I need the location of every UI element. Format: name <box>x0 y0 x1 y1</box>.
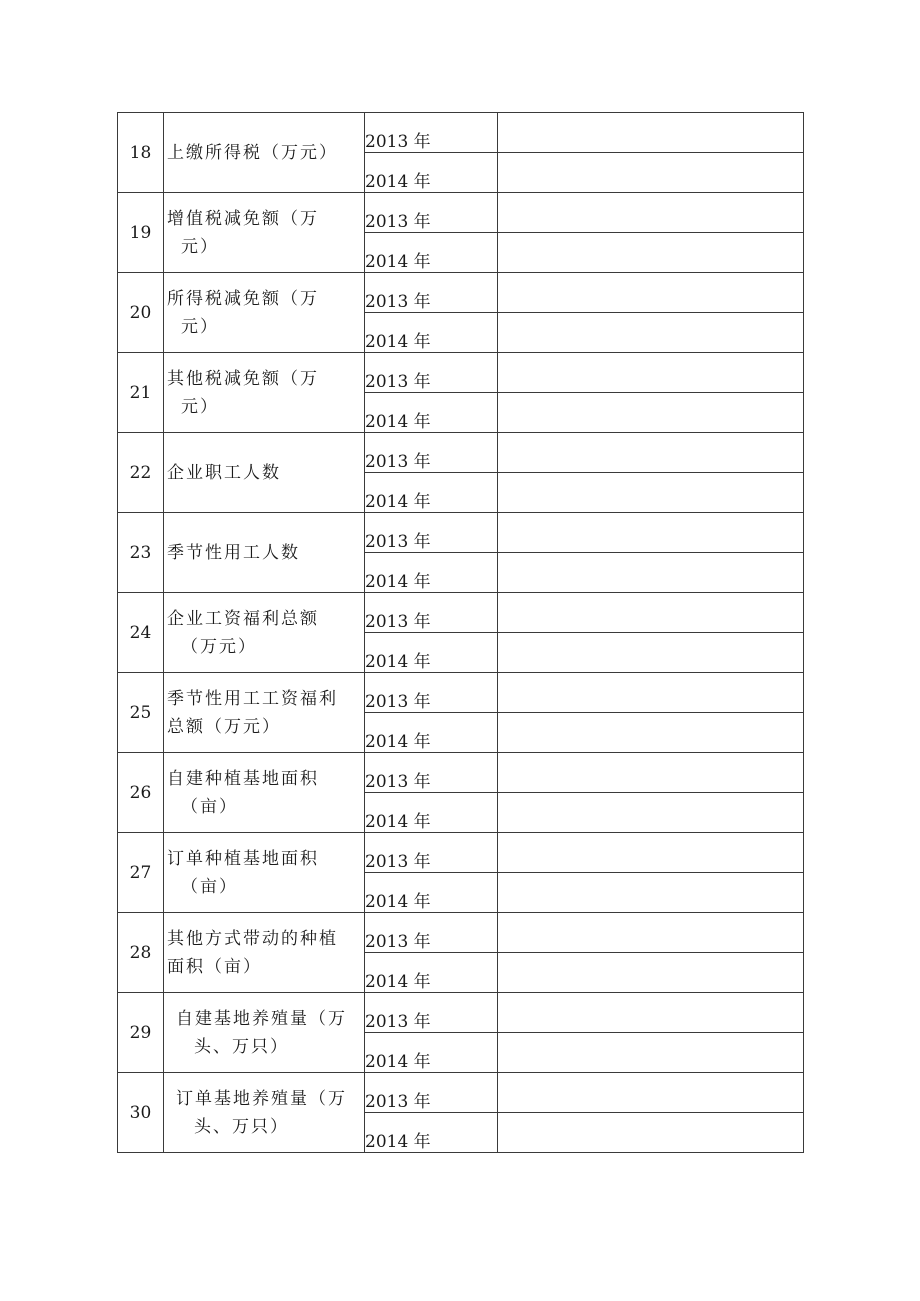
value-cell[interactable] <box>498 953 804 993</box>
year-label: 2014 年 <box>365 793 498 833</box>
item-label-line: 所得税减免额（万 <box>167 288 319 309</box>
item-label <box>164 993 365 1073</box>
value-cell[interactable] <box>498 473 804 513</box>
value-cell[interactable] <box>498 713 804 753</box>
year-label: 2013 年 <box>365 913 498 953</box>
item-number: 27 <box>118 833 164 913</box>
item-label <box>164 273 365 353</box>
statistics-form-table <box>117 112 804 1153</box>
table-row <box>118 113 804 153</box>
item-label-line: 季节性用工人数 <box>167 542 300 563</box>
item-number: 18 <box>118 113 164 193</box>
year-label: 2013 年 <box>365 273 498 313</box>
item-label-line: 自建种植基地面积 <box>167 768 319 789</box>
table-row <box>118 273 804 313</box>
item-number: 22 <box>118 433 164 513</box>
item-label-line: 季节性用工工资福利 <box>167 688 338 709</box>
table-row <box>118 193 804 233</box>
item-number: 23 <box>118 513 164 593</box>
year-label: 2014 年 <box>365 553 498 593</box>
item-label-line: 头、万只） <box>194 1116 289 1137</box>
item-label <box>164 833 365 913</box>
value-cell[interactable] <box>498 513 804 553</box>
item-label-line: 元） <box>181 236 219 257</box>
value-cell[interactable] <box>498 873 804 913</box>
table-row <box>118 513 804 553</box>
value-cell[interactable] <box>498 313 804 353</box>
item-label-line: （亩） <box>181 796 238 817</box>
value-cell[interactable] <box>498 273 804 313</box>
year-label: 2014 年 <box>365 473 498 513</box>
item-number: 29 <box>118 993 164 1073</box>
item-label <box>164 673 365 753</box>
value-cell[interactable] <box>498 193 804 233</box>
year-label: 2014 年 <box>365 873 498 913</box>
year-label: 2013 年 <box>365 513 498 553</box>
item-label-line: 订单基地养殖量（万 <box>176 1088 347 1109</box>
table-row <box>118 1073 804 1113</box>
value-cell[interactable] <box>498 393 804 433</box>
item-label <box>164 913 365 993</box>
item-label-line: 元） <box>181 396 219 417</box>
year-label: 2013 年 <box>365 353 498 393</box>
item-label-line: （万元） <box>181 636 257 657</box>
value-cell[interactable] <box>498 593 804 633</box>
value-cell[interactable] <box>498 1073 804 1113</box>
item-label-line: 其他方式带动的种植 <box>167 928 338 949</box>
year-label: 2013 年 <box>365 833 498 873</box>
item-label <box>164 193 365 273</box>
item-number: 28 <box>118 913 164 993</box>
year-label: 2014 年 <box>365 393 498 433</box>
item-number: 30 <box>118 1073 164 1153</box>
value-cell[interactable] <box>498 353 804 393</box>
item-label-line: （亩） <box>181 876 238 897</box>
item-label <box>164 593 365 673</box>
item-label-line: 增值税减免额（万 <box>167 208 319 229</box>
item-label <box>164 433 365 513</box>
item-label <box>164 353 365 433</box>
year-label: 2014 年 <box>365 713 498 753</box>
item-label-line: 自建基地养殖量（万 <box>176 1008 347 1029</box>
year-label: 2014 年 <box>365 1033 498 1073</box>
value-cell[interactable] <box>498 153 804 193</box>
year-label: 2013 年 <box>365 193 498 233</box>
year-label: 2014 年 <box>365 1113 498 1153</box>
form-table-body <box>118 113 804 1153</box>
item-label-line: 面积（亩） <box>167 956 262 977</box>
value-cell[interactable] <box>498 993 804 1033</box>
value-cell[interactable] <box>498 233 804 273</box>
value-cell[interactable] <box>498 833 804 873</box>
item-number: 24 <box>118 593 164 673</box>
table-row <box>118 673 804 713</box>
item-number: 26 <box>118 753 164 833</box>
year-label: 2014 年 <box>365 953 498 993</box>
value-cell[interactable] <box>498 673 804 713</box>
item-label-line: 订单种植基地面积 <box>167 848 319 869</box>
item-number: 25 <box>118 673 164 753</box>
value-cell[interactable] <box>498 753 804 793</box>
year-label: 2013 年 <box>365 753 498 793</box>
value-cell[interactable] <box>498 913 804 953</box>
year-label: 2013 年 <box>365 1073 498 1113</box>
value-cell[interactable] <box>498 553 804 593</box>
item-label <box>164 1073 365 1153</box>
table-row <box>118 833 804 873</box>
value-cell[interactable] <box>498 1033 804 1073</box>
item-label <box>164 513 365 593</box>
value-cell[interactable] <box>498 433 804 473</box>
year-label: 2013 年 <box>365 113 498 153</box>
year-label: 2013 年 <box>365 433 498 473</box>
item-label-line: 上缴所得税（万元） <box>167 142 338 163</box>
value-cell[interactable] <box>498 633 804 673</box>
value-cell[interactable] <box>498 1113 804 1153</box>
year-label: 2014 年 <box>365 233 498 273</box>
item-label-line: 其他税减免额（万 <box>167 368 319 389</box>
table-row <box>118 593 804 633</box>
table-row <box>118 353 804 393</box>
table-row <box>118 993 804 1033</box>
item-number: 20 <box>118 273 164 353</box>
table-row <box>118 433 804 473</box>
year-label: 2013 年 <box>365 993 498 1033</box>
year-label: 2014 年 <box>365 633 498 673</box>
value-cell[interactable] <box>498 793 804 833</box>
item-label <box>164 753 365 833</box>
year-label: 2013 年 <box>365 673 498 713</box>
item-label <box>164 113 365 193</box>
table-row <box>118 913 804 953</box>
item-number: 19 <box>118 193 164 273</box>
year-label: 2013 年 <box>365 593 498 633</box>
value-cell[interactable] <box>498 113 804 153</box>
item-label-line: 元） <box>181 316 219 337</box>
item-label-line: 企业工资福利总额 <box>167 608 319 629</box>
item-label-line: 企业职工人数 <box>167 462 281 483</box>
table-row <box>118 753 804 793</box>
year-label: 2014 年 <box>365 153 498 193</box>
year-label: 2014 年 <box>365 313 498 353</box>
item-label-line: 头、万只） <box>194 1036 289 1057</box>
item-label-line: 总额（万元） <box>167 716 281 737</box>
item-number: 21 <box>118 353 164 433</box>
